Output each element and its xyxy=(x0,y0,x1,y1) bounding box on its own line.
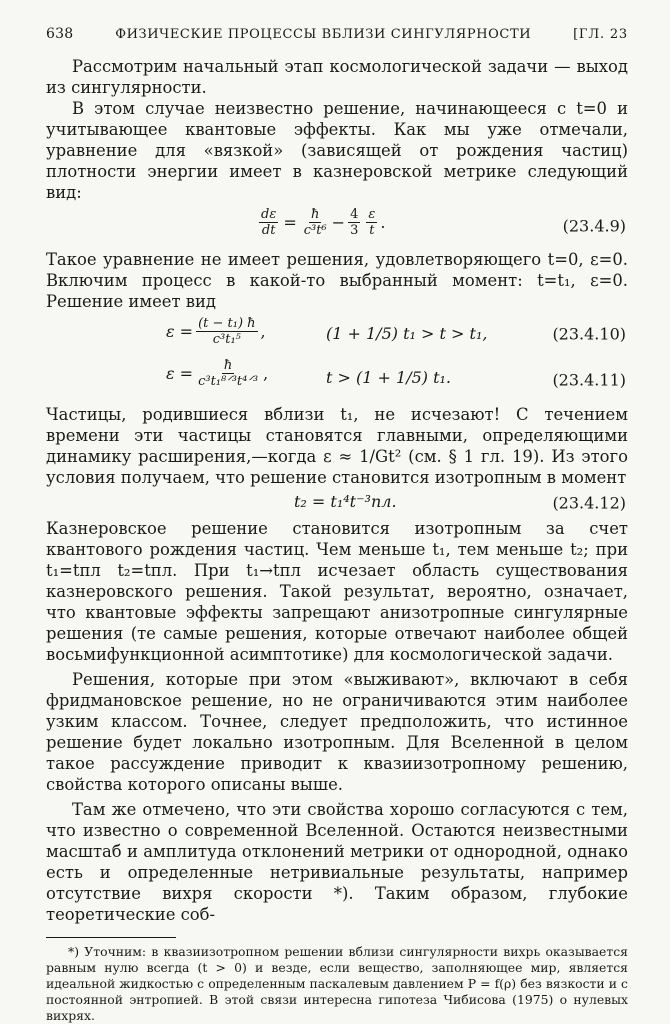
eq3-fraction: $\frac{ħ}{\text{c³t₁⁸ᐟ³t⁴ᐟ³}}$ xyxy=(198,358,259,389)
eq2-fraction: $\frac{\text{(t − t₁) ħ}}{\text{c³t₁⁵}}$ xyxy=(198,316,256,347)
eq2-condition: (1 + 1/5) t₁ > t > t₁, xyxy=(326,324,488,343)
equation-number: (23.4.10) xyxy=(552,324,626,344)
eq1-term1-fraction: $\frac{ħ}{\text{c³t⁶}}$ xyxy=(303,207,327,238)
paragraph-5: Казнеровское решение становится изотропным за счет квантового рождения частиц. Чем меньше t₁, тем меньше t₂; при t₁=tпл t₂=tпл. При t₁→tпл исчезает область существования казнеровского решения. Такой результат, вероятно, означает, что квантовые эффекты запрещают анизотропные сингулярные решения (те самые решения, которые отвечают наиболее общей восьмифункционной асимптотике) для космологической задачи. xyxy=(46,519,628,664)
equation-23-4-12 xyxy=(46,488,628,518)
paragraph-4: Частицы, родившиеся вблизи t₁, не исчезают! С течением времени эти частицы становятся главными, определяющими динамику расширения,—когда ε ≈ 1/Gt² (см. § 1 гл. 19). Из этого условия получаем, что решение становится изотропным в момент xyxy=(46,405,628,487)
eq4-expression: t₂ = t₁⁴t⁻³пл. xyxy=(294,492,397,511)
eq1-term2-fraction: $\frac{\varepsilon}{t}$ xyxy=(368,207,376,238)
paragraph-6: Решения, которые при этом «выживают», включают в себя фридмановское решение, но не ограничиваются этим наиболее узким классом. Точнее, следует предположить, что истинное решение будет локально изотропным. Для Вселенной в целом такое рассуждение приводит к квазиизотропному решению, свойства которого описаны выше. xyxy=(46,670,628,794)
eq1-coef-fraction: $\frac{4}{3}$ xyxy=(350,207,359,238)
equation-23-4-11: ε = $\frac{ħ}{\text{c³t₁⁸ᐟ³t⁴ᐟ³}}$ , t > (1 + 1/5) t₁. (23.4.11) xyxy=(166,358,626,390)
book-page xyxy=(46,26,628,1024)
paragraph-1: Рассмотрим начальный этап космологической задачи — выход из сингулярности. xyxy=(46,57,628,97)
paragraph-3: Такое уравнение не имеет решения, удовлетворяющего t=0, ε=0. Включим процесс в какой-то выбранный момент: t=t₁, ε=0. Решение имеет вид xyxy=(46,250,628,311)
paragraph-7: Там же отмечено, что эти свойства хорошо согласуются с тем, что известно о современной Вселенной. Остаются неизвестными масштаб и амплитуда отклонений метрики от однородной, однако есть и определенные нетривиальные результаты, например отсутствие вихря скорости *). Таким образом, глубокие теоретические соб- xyxy=(46,800,628,924)
paragraph-2: В этом случае неизвестно решение, начинающееся с t=0 и учитывающее квантовые эффекты. Как мы уже отмечали, уравнение для «вязкой» (зависящей от рождения частиц) плотности энергии имеет в казнеровской метрике следующий вид: xyxy=(46,99,628,202)
running-header xyxy=(46,26,628,42)
eq1-lhs-fraction: $\frac{d\varepsilon}{dt}$ xyxy=(261,207,277,238)
running-title: ФИЗИЧЕСКИЕ ПРОЦЕССЫ ВБЛИЗИ СИНГУЛЯРНОСТИ xyxy=(115,27,532,42)
equation-23-4-9: $\frac{d\varepsilon}{dt}$ = $\frac{ħ}{\text{c³t⁶}}$ − $\frac{4}{3}$ $\frac{\varepsilon}{t}$ . (23.4.9) xyxy=(261,207,626,238)
equation-23-4-10: ε = $\frac{\text{(t − t₁) ħ}}{\text{c³t₁⁵}}$ , (1 + 1/5) t₁ > t > t₁, (23.4.10) xyxy=(166,316,626,347)
equation-number: (23.4.12) xyxy=(552,493,626,513)
page-number: 638 xyxy=(46,26,74,42)
equation-number: (23.4.9) xyxy=(562,216,626,236)
eq3-condition: t > (1 + 1/5) t₁. xyxy=(326,368,452,387)
chapter-label: [ГЛ. 23 xyxy=(573,27,628,42)
equation-number: (23.4.11) xyxy=(552,370,626,390)
footnote-divider xyxy=(46,937,176,938)
footnote: *) Уточним: в квазиизотропном решении вблизи сингулярности вихрь оказывается равным нулю всегда (t > 0) и везде, если вещество, заполняющее мир, является идеальной жидкостью с определенным паскалевым давлением P = f(ρ) без вязкости и с постоянной энтропией. В этой связи интересна гипотеза Чибисова (1975) о нулевых вихрях. xyxy=(46,944,628,1023)
